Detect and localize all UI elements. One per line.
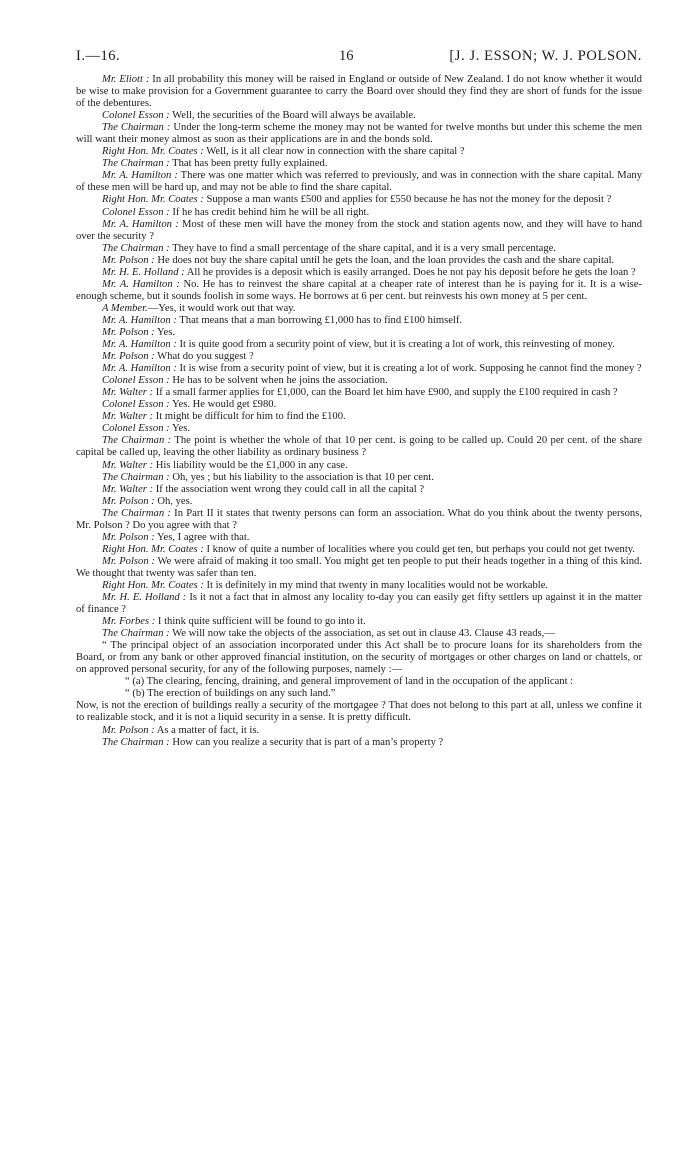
speaker-name: Colonel Esson : xyxy=(102,423,170,435)
speaker-name: Mr. Polson : xyxy=(102,351,155,363)
speech-text: It is wise from a security point of view, but it is creating a lot of work. Supposing he cannot find the money ? xyxy=(176,363,642,375)
speech-text: He has to be solvent when he joins the association. xyxy=(169,375,388,387)
testimony-paragraph xyxy=(76,219,642,243)
speaker-name: Mr. Polson : xyxy=(102,254,155,266)
testimony-paragraph xyxy=(76,423,642,435)
speaker-name: Mr. Eliott : xyxy=(102,74,150,85)
speaker-name: Mr. Walter : xyxy=(102,483,154,495)
speaker-name: Mr. Polson : xyxy=(102,724,155,736)
speaker-name: Mr. A. Hamilton : xyxy=(102,314,177,326)
speech-text: Is it not a fact that in almost any locality to-day you can easily get fifty settlers up against it in the matter of finance ? xyxy=(76,592,642,616)
speaker-name: Colonel Esson : xyxy=(102,375,170,387)
testimony-paragraph xyxy=(76,255,642,267)
speech-text: No. He has to reinvest the share capital at a cheaper rate of interest than he is paying for it. It is a wise-enough scheme, but it sounds foolish in some ways. He borrows at 6 per cent. but reinvests his own money at 5 per cent. xyxy=(76,278,642,302)
speech-text: In Part II it states that twenty persons can form an association. What do you think about the twenty persons, Mr. Polson ? Do you agree with that ? xyxy=(76,507,642,531)
witness-names: [J. J. ESSON; W. J. POLSON. xyxy=(449,48,642,64)
testimony-paragraph xyxy=(76,110,642,122)
speech-text: It might be difficult for him to find the £100. xyxy=(153,411,346,423)
testimony-paragraph xyxy=(76,351,642,363)
speech-text: We were afraid of making it too small. You might get ten people to put their heads together in a thing of this kind. We thought that twenty was safer than ten. xyxy=(76,555,642,579)
speaker-name: The Chairman : xyxy=(102,122,171,134)
testimony-paragraph xyxy=(76,544,642,556)
testimony-paragraph xyxy=(76,74,642,110)
testimony-paragraph xyxy=(76,375,642,387)
testimony-paragraph xyxy=(76,737,642,749)
speaker-name: Right Hon. Mr. Coates : xyxy=(102,543,204,555)
speech-text: Oh, yes ; but his liability to the association is that 10 per cent. xyxy=(169,471,434,483)
speaker-name: Mr. Walter : xyxy=(102,459,154,471)
speaker-name: Right Hon. Mr. Coates : xyxy=(102,579,204,591)
testimony-paragraph xyxy=(76,315,642,327)
testimony-paragraph xyxy=(76,387,642,399)
speech-text: If the association went wrong they could call in all the capital ? xyxy=(153,483,425,495)
speech-text: As a matter of fact, it is. xyxy=(154,724,260,736)
speaker-name: The Chairman : xyxy=(102,435,172,447)
speaker-name: Mr. A. Hamilton : xyxy=(102,363,177,375)
testimony-paragraph xyxy=(76,158,642,170)
testimony-paragraph xyxy=(76,628,642,640)
testimony-paragraph xyxy=(76,303,642,315)
speech-text: I know of quite a number of localities where you could get ten, but perhaps you could not get twenty. xyxy=(203,543,636,555)
speech-text: Yes. He would get £980. xyxy=(169,399,277,411)
speech-text: Yes. xyxy=(169,423,191,435)
speech-text: Well, the securities of the Board will always be available. xyxy=(169,110,416,122)
page-header xyxy=(76,48,642,72)
speaker-name: Mr. Walter : xyxy=(102,387,154,399)
speech-text: —Yes, it would work out that way. xyxy=(147,302,296,314)
speech-text: Oh, yes. xyxy=(154,495,193,507)
testimony-paragraph xyxy=(76,339,642,351)
speech-text: How can you realize a security that is part of a man’s property ? xyxy=(169,736,444,748)
speaker-name: Mr. Polson : xyxy=(102,531,155,543)
speaker-name: The Chairman : xyxy=(102,158,170,170)
speaker-name: Mr. A. Hamilton : xyxy=(102,339,177,351)
speaker-name: Mr. Polson : xyxy=(102,326,155,338)
speech-text: There was one matter which was referred to previously, and was in connection with the share capital. Many of these men will be hard up, and may not be able to find the share capital. xyxy=(76,170,643,194)
speech-text: If a small farmer applies for £1,000, can the Board let him have £900, and supply the £100 required in cash ? xyxy=(153,387,618,399)
testimony-paragraph xyxy=(76,279,642,303)
speech-text: Under the long-term scheme the money may not be wanted for twelve months but under this scheme the men will want their money almost as soon as their applications are in and the bonds sold. xyxy=(76,122,642,146)
speech-text: It is quite good from a security point of view, but it is creating a lot of work, this reinvesting of money. xyxy=(176,339,615,351)
speech-text: I think quite sufficient will be found to go into it. xyxy=(155,616,366,628)
speech-text: That has been pretty fully explained. xyxy=(169,158,328,170)
speech-text: His liability would be the £1,000 in any case. xyxy=(153,459,348,471)
testimony-paragraph xyxy=(76,580,642,592)
clause-quote: “ The principal object of an association incorporated under this Act shall be to procure loans for its shareholders from the Board, or from any bank or other approved financial institution, on the security of mortgages or other charges on land or chattels, or on approved personal security, for any of the following purposes, namely :— xyxy=(76,640,642,676)
document-body xyxy=(76,74,642,749)
closing-paragraphs xyxy=(76,725,642,749)
speaker-name: The Chairman : xyxy=(102,628,170,640)
testimony-paragraph xyxy=(76,243,642,255)
speaker-name: Mr. A. Hamilton : xyxy=(102,218,179,230)
testimony-paragraph xyxy=(76,472,642,484)
speech-text: Suppose a man wants £500 and applies for £550 because he has not the money for the deposit ? xyxy=(203,194,612,206)
testimony-paragraph xyxy=(76,508,642,532)
speaker-name: Mr. Forbes : xyxy=(102,616,156,628)
speech-text: That means that a man borrowing £1,000 has to find £100 himself. xyxy=(176,314,463,326)
clause-item-b: “ (b) The erection of buildings on any such land.” xyxy=(125,688,336,700)
speech-text: They have to find a small percentage of the share capital, and it is a very small percentage. xyxy=(169,242,557,254)
speech-text: All he provides is a deposit which is easily arranged. Does he not pay his deposit before he gets the loan ? xyxy=(184,266,636,278)
speaker-name: Right Hon. Mr. Coates : xyxy=(102,146,204,158)
testimony-paragraph xyxy=(76,122,642,146)
page-reference: I.—16. xyxy=(76,48,121,64)
speech-text: The point is whether the whole of that 10 per cent. is going to be called up. Could 20 per cent. of the share capital be called up, leaving the other liability as ordinary business ? xyxy=(76,435,642,459)
testimony-paragraph xyxy=(76,532,642,544)
speech-text: Most of these men will have the money from the stock and station agents now, and they will have to hand over the security ? xyxy=(76,218,642,242)
testimony-paragraph xyxy=(76,207,642,219)
continuation-paragraph: Now, is not the erection of buildings really a security of the mortgagee ? That does not belong to this part at all, unless we confine it to realizable stock, and it is not a liquid security in a sense. It is pretty difficult. xyxy=(76,700,642,724)
testimony-paragraphs xyxy=(76,74,642,640)
testimony-paragraph xyxy=(76,725,642,737)
speech-text: What do you suggest ? xyxy=(154,351,254,363)
speaker-name: A Member. xyxy=(102,302,148,314)
testimony-paragraph xyxy=(76,170,642,194)
speech-text: It is definitely in my mind that twenty in many localities would not be workable. xyxy=(203,579,549,591)
speaker-name: The Chairman : xyxy=(102,471,170,483)
testimony-paragraph xyxy=(76,194,642,206)
speaker-name: Mr. H. E. Holland : xyxy=(102,592,187,604)
testimony-paragraph xyxy=(76,267,642,279)
testimony-paragraph xyxy=(76,327,642,339)
speaker-name: Mr. Walter : xyxy=(102,411,154,423)
testimony-paragraph xyxy=(76,411,642,423)
testimony-paragraph xyxy=(76,556,642,580)
testimony-paragraph xyxy=(76,399,642,411)
testimony-paragraph xyxy=(76,592,642,616)
testimony-paragraph xyxy=(76,484,642,496)
speaker-name: Colonel Esson : xyxy=(102,399,170,411)
speech-text: Well, is it all clear now in connection with the share capital ? xyxy=(203,146,465,158)
testimony-paragraph xyxy=(76,363,642,375)
speech-text: Yes, I agree with that. xyxy=(154,531,250,543)
speaker-name: Right Hon. Mr. Coates : xyxy=(102,194,204,206)
clause-item-a: “ (a) The clearing, fencing, draining, and general improvement of land in the occupation of the applicant : xyxy=(125,676,574,688)
speech-text: In all probability this money will be raised in England or outside of New Zealand. I do not know whether it would be wise to make provision for a Government guarantee to carry the Board over should they find they are short of funds for the issue of the debentures. xyxy=(76,74,642,110)
testimony-paragraph xyxy=(76,460,642,472)
speech-text: Yes. xyxy=(154,326,176,338)
testimony-paragraph xyxy=(76,616,642,628)
page-number: 16 xyxy=(339,48,354,64)
speaker-name: The Chairman : xyxy=(102,507,171,519)
speaker-name: Mr. H. E. Holland : xyxy=(102,266,185,278)
testimony-paragraph xyxy=(76,435,642,459)
speaker-name: Mr. A. Hamilton : xyxy=(102,278,180,290)
speaker-name: Colonel Esson : xyxy=(102,110,170,122)
speech-text: If he has credit behind him he will be all right. xyxy=(169,206,370,218)
testimony-paragraph xyxy=(76,146,642,158)
speaker-name: Mr. A. Hamilton : xyxy=(102,170,178,182)
speaker-name: Mr. Polson : xyxy=(102,495,155,507)
testimony-paragraph xyxy=(76,496,642,508)
speaker-name: Mr. Polson : xyxy=(102,555,155,567)
speech-text: We will now take the objects of the association, as set out in clause 43. Clause 43 reads,— xyxy=(169,628,555,640)
speaker-name: Colonel Esson : xyxy=(102,206,170,218)
speech-text: He does not buy the share capital until he gets the loan, and the loan provides the cash and the share capital. xyxy=(154,254,615,266)
speaker-name: The Chairman : xyxy=(102,736,170,748)
speaker-name: The Chairman : xyxy=(102,242,170,254)
